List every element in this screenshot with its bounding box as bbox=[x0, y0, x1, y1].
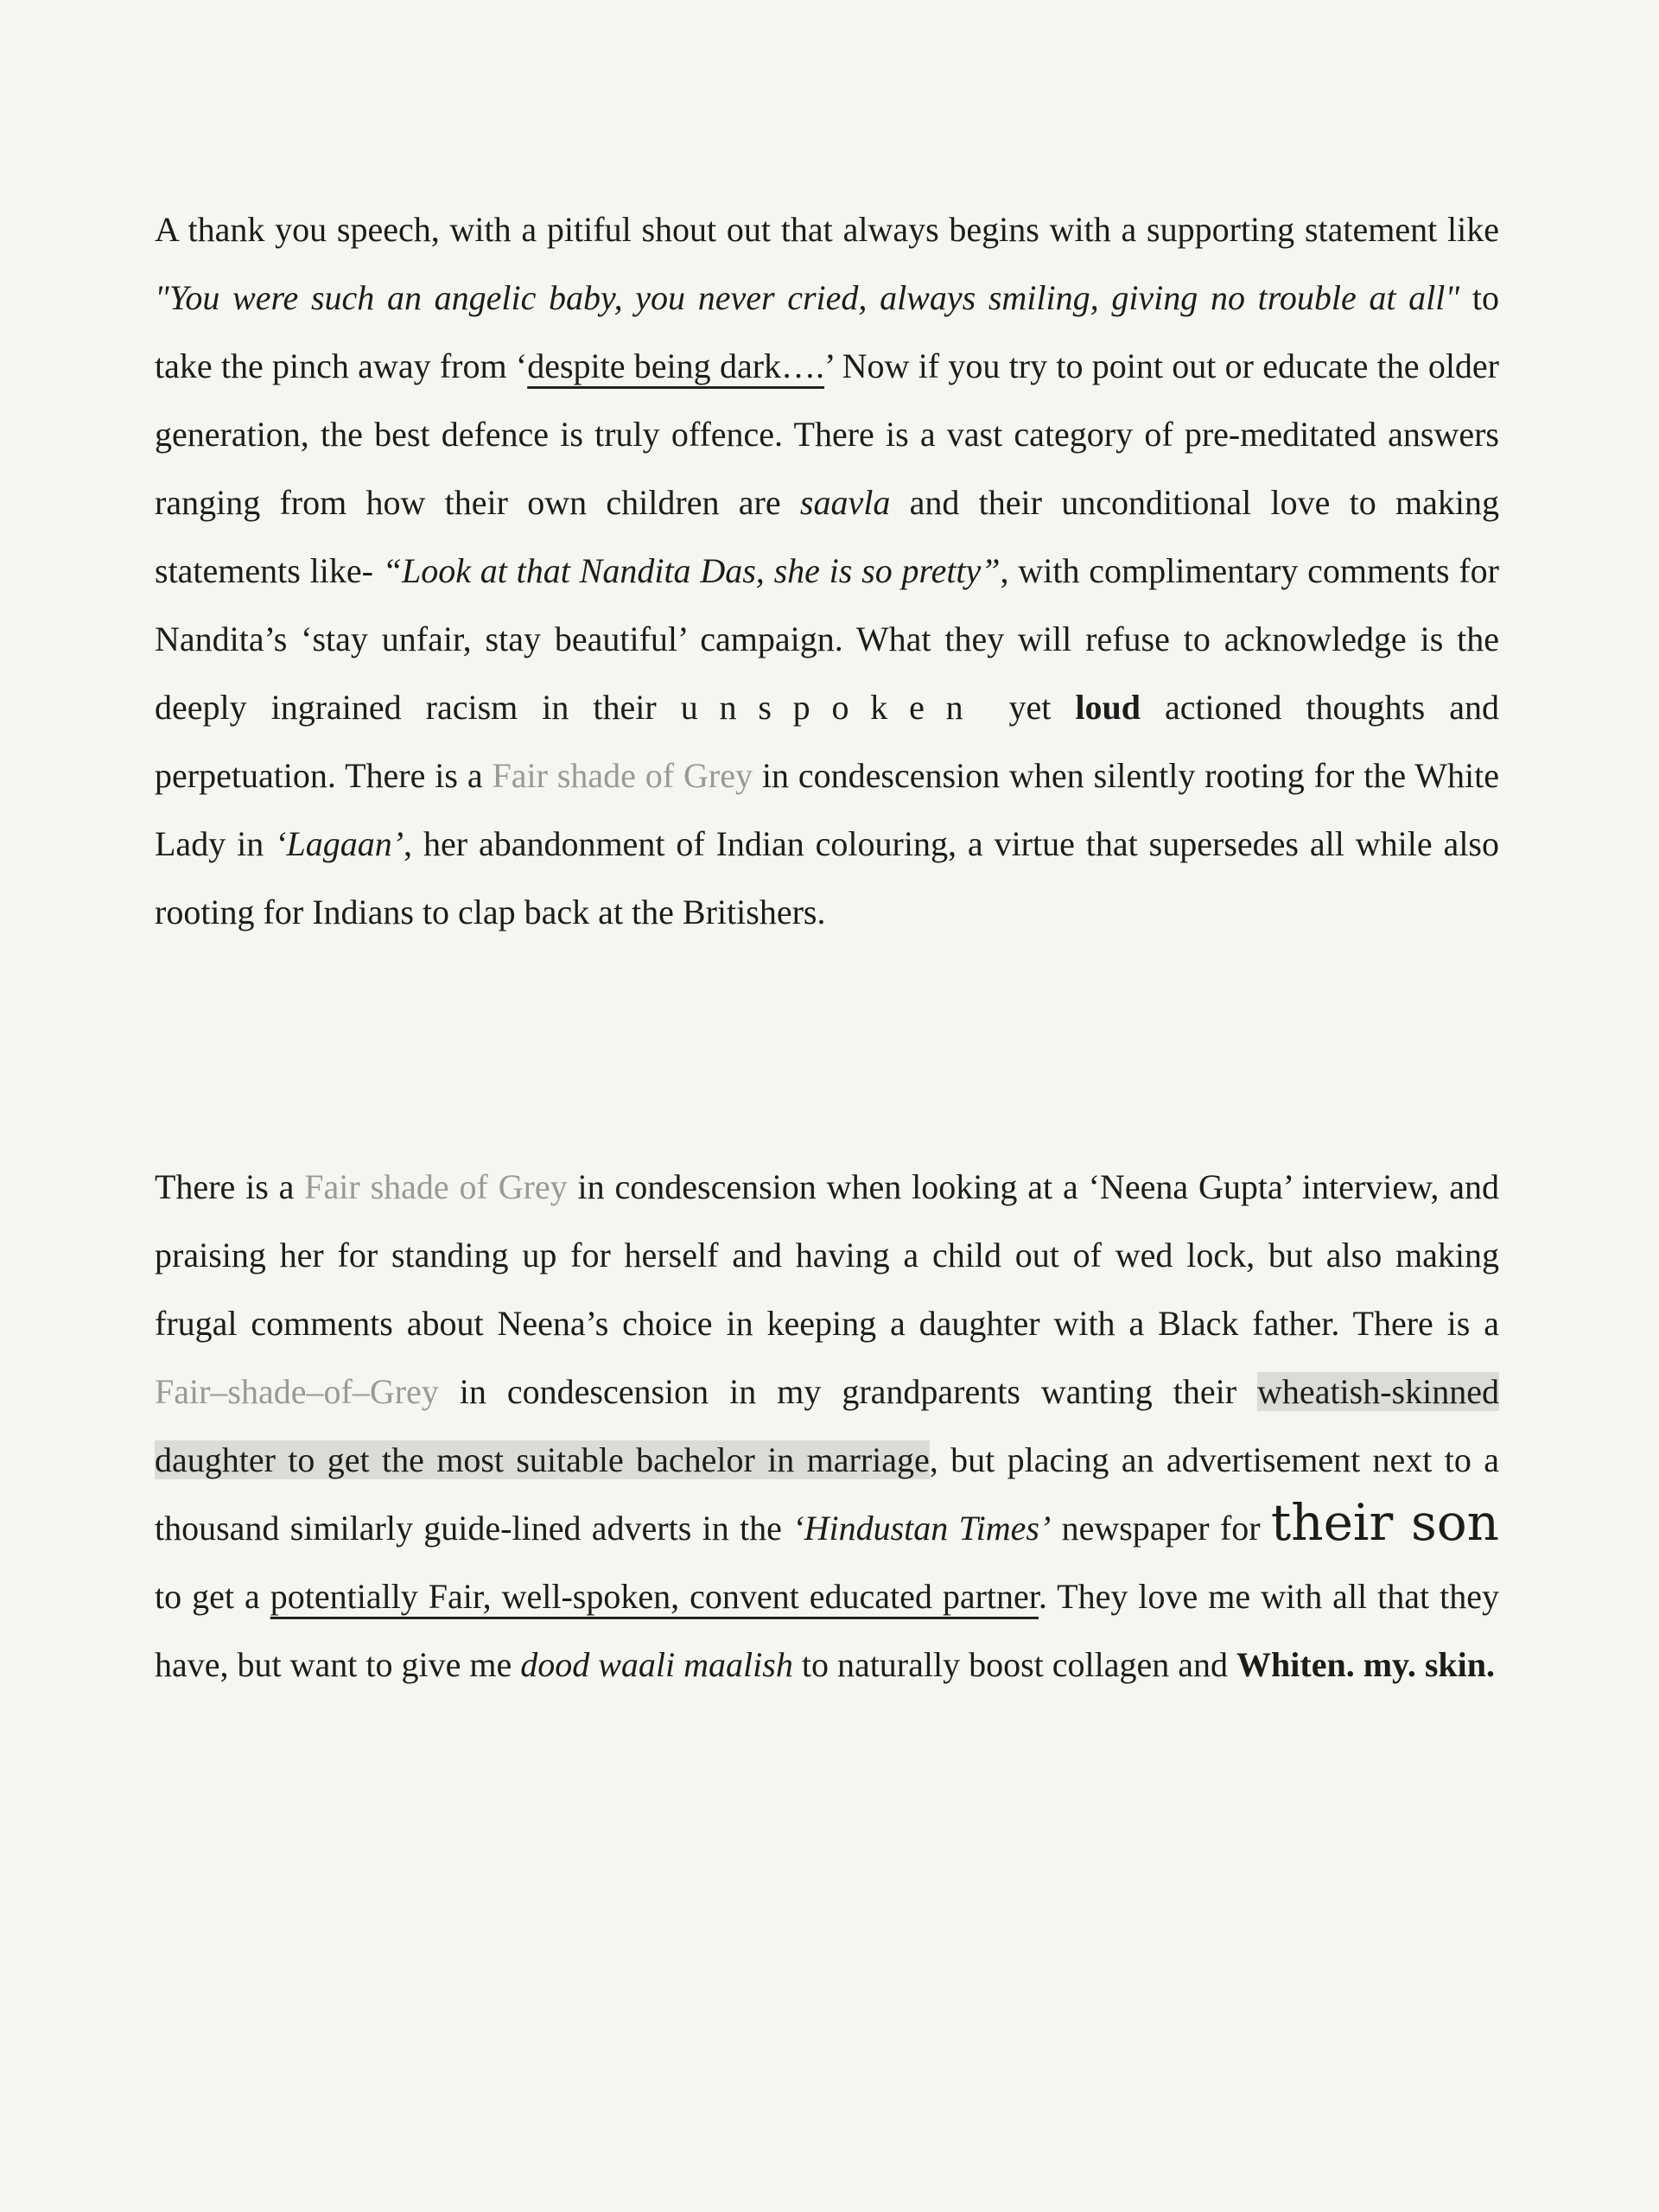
p2-italic-hindustan-times: ‘Hindustan Times’ bbox=[792, 1509, 1052, 1548]
p1-text-3: ’ Now if you try to point out or educate the older generation, the best defence is truly offence. There is a vast category of pre-meditated answers ranging from how their own children are bbox=[155, 346, 1500, 522]
p1-text-9: , her abandonment of Indian colouring, a virtue that supersedes all while also rooting for Indians to clap back at the Britishers. bbox=[155, 824, 1499, 931]
p2-text-3: in condescension in my grandparents wanting their bbox=[438, 1372, 1258, 1411]
p1-bold-loud: loud bbox=[1075, 688, 1141, 727]
paragraph-1 bbox=[155, 195, 1499, 946]
p1-quote-nandita-das: “Look at that Nandita Das, she is so pretty” bbox=[382, 551, 1001, 590]
p1-italic-lagaan: ‘Lagaan’ bbox=[275, 824, 404, 863]
p2-text-8: to naturally boost collagen and bbox=[792, 1645, 1237, 1684]
p1-grey-fair-shade-of-grey: Fair shade of Grey bbox=[492, 756, 753, 795]
p1-quote-angelic-baby: "You were such an angelic baby, you never cried, always smiling, giving no trouble at all" bbox=[155, 278, 1460, 317]
p1-italic-saavla: saavla bbox=[799, 483, 891, 522]
p2-italic-dood-waali-maalish: dood waali maalish bbox=[520, 1645, 793, 1684]
paragraph-2 bbox=[155, 1153, 1499, 1699]
p1-text-5: , with complimentary comments for Nandita’s ‘stay unfair, stay beautiful’ campaign. What they will refuse to acknowledge is the deeply ingrained racism in their bbox=[155, 551, 1499, 727]
p2-text-4: , but placing an advertisement next to a thousand similarly guide-lined adverts in the bbox=[155, 1440, 1499, 1548]
p1-text-4: and their unconditional love to making statements like- bbox=[155, 483, 1499, 590]
p1-text-7: actioned thoughts and perpetuation. There is a bbox=[155, 688, 1499, 795]
p2-grey-fair-shade-of-grey-dashed: Fair–shade–of–Grey bbox=[155, 1372, 439, 1411]
p1-spaced-unspoken: unspoken bbox=[680, 688, 985, 727]
p2-large-their-son: their son bbox=[1270, 1493, 1499, 1552]
p2-grey-fair-shade-of-grey: Fair shade of Grey bbox=[304, 1167, 568, 1206]
p2-text-1: There is a bbox=[155, 1167, 305, 1206]
p1-text-1: A thank you speech, with a pitiful shout out that always begins with a supporting statement like bbox=[155, 210, 1499, 249]
p1-text-6: yet bbox=[984, 688, 1076, 727]
p1-text-2: to take the pinch away from ‘ bbox=[155, 278, 1499, 385]
p2-text-5: newspaper for bbox=[1051, 1509, 1271, 1548]
p2-bold-whiten-my-skin: Whiten. my. skin. bbox=[1236, 1645, 1495, 1684]
p2-text-2: in condescension when looking at a ‘Neena Gupta’ interview, and praising her for standing up for herself and having a child out of wed lock, but also making frugal comments about Neena’s choice in keeping a daughter with a Black father. There is a bbox=[155, 1167, 1499, 1343]
p1-text-8: in condescension when silently rooting for the White Lady in bbox=[155, 756, 1499, 863]
p2-underlined-partner: potentially Fair, well-spoken, convent educated partner bbox=[270, 1577, 1039, 1616]
p2-text-7: . They love me with all that they have, but want to give me bbox=[155, 1577, 1500, 1684]
p2-text-6: to get a bbox=[155, 1577, 270, 1616]
p1-underlined-despite-being-dark: despite being dark…. bbox=[527, 346, 825, 385]
p2-highlight-wheatish-daughter: wheatish-skinned daughter to get the most suitable bachelor in marriage bbox=[155, 1372, 1499, 1479]
